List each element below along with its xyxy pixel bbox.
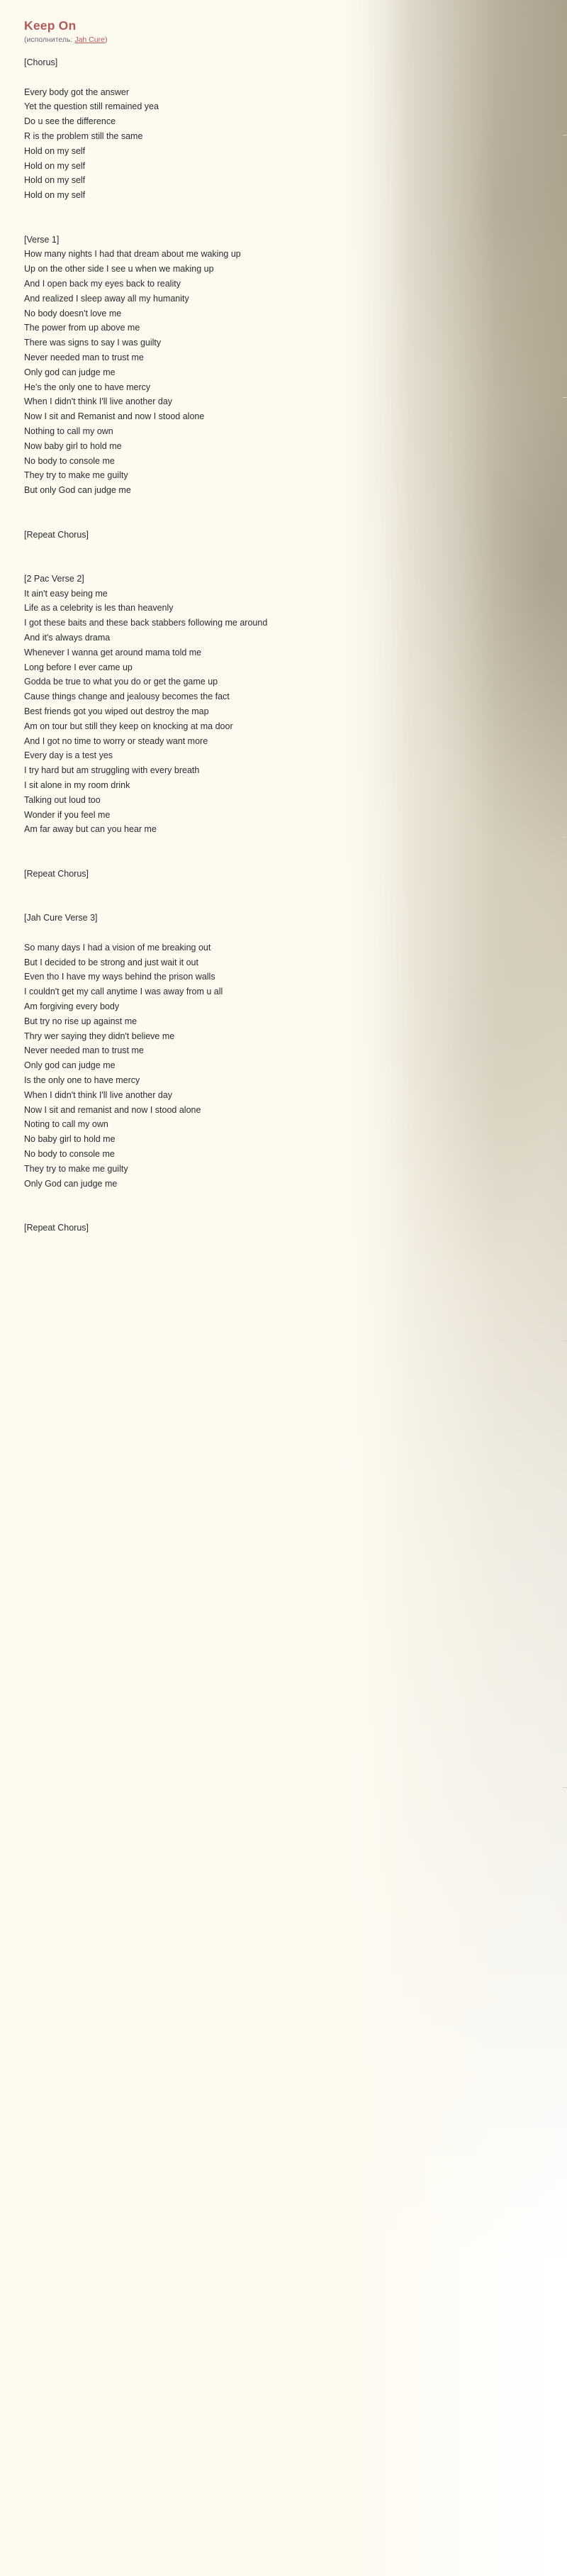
lyric-line: But I decided to be strong and just wait it out	[24, 957, 198, 967]
lyric-spacer	[24, 218, 546, 233]
lyric-line: Thry wer saying they didn't believe me	[24, 1031, 175, 1041]
lyric-line: Talking out loud too	[24, 794, 101, 805]
artist-line	[24, 35, 546, 44]
lyric-line: Cause things change and jealousy becomes the fact	[24, 692, 230, 702]
lyric-line: Hold on my self	[24, 175, 86, 186]
edge-marker	[563, 397, 567, 398]
lyric-line: I got these baits and these back stabbers following me around	[24, 618, 268, 628]
lyric-line: Now baby girl to hold me	[24, 440, 122, 451]
lyric-line: I try hard but am struggling with every breath	[24, 765, 200, 776]
lyric-line: Nothing to call my own	[24, 426, 113, 436]
lyric-line: Best friends got you wiped out destroy the map	[24, 706, 209, 717]
lyric-section-heading: [Jah Cure Verse 3]	[24, 913, 98, 923]
lyric-line: R is the problem still the same	[24, 131, 143, 141]
lyric-spacer	[24, 852, 546, 867]
lyric-line: Long before I ever came up	[24, 662, 133, 672]
lyric-line: And it's always drama	[24, 633, 111, 643]
lyric-line: Yet the question still remained yea	[24, 101, 159, 112]
edge-marker	[563, 1787, 567, 1788]
lyric-line: They try to make me guilty	[24, 1163, 128, 1174]
lyric-line: When I didn't think I'll live another day	[24, 1089, 173, 1100]
lyric-line: I couldn't get my call anytime I was away from u all	[24, 987, 223, 997]
lyrics-content	[24, 18, 546, 1236]
lyric-line: No body to console me	[24, 1148, 115, 1159]
lyric-line: Only God can judge me	[24, 1178, 118, 1189]
lyric-line: So many days I had a vision of me breaking out	[24, 942, 211, 953]
lyric-spacer	[24, 557, 546, 572]
lyric-line: They try to make me guilty	[24, 470, 128, 481]
lyric-line: Noting to call my own	[24, 1119, 108, 1130]
lyric-spacer	[24, 1206, 546, 1221]
lyric-line: Life as a celebrity is les than heavenly	[24, 603, 174, 614]
lyric-line: I sit alone in my room drink	[24, 780, 130, 791]
artist-link[interactable]: Jah Cure	[74, 35, 105, 44]
lyric-line: There was signs to say I was guilty	[24, 338, 162, 348]
lyric-spacer	[24, 542, 546, 557]
lyric-spacer	[24, 882, 546, 896]
lyric-line: No body to console me	[24, 455, 115, 466]
lyric-line: Even tho I have my ways behind the prison walls	[24, 972, 215, 982]
lyric-spacer	[24, 70, 546, 85]
lyrics-body	[24, 55, 546, 1236]
lyric-line: It ain't easy being me	[24, 588, 108, 599]
lyric-line: No body doesn't love me	[24, 308, 122, 318]
lyric-line: Now I sit and remanist and now I stood alone	[24, 1104, 201, 1115]
lyric-line: But only God can judge me	[24, 485, 131, 496]
lyric-section-heading: [2 Pac Verse 2]	[24, 573, 84, 584]
lyric-line: Am forgiving every body	[24, 1001, 120, 1011]
lyric-line: And I open back my eyes back to reality	[24, 278, 181, 289]
lyric-section-heading: [Verse 1]	[24, 234, 60, 245]
lyric-line: The power from up above me	[24, 323, 140, 333]
lyric-line: Godda be true to what you do or get the game up	[24, 677, 218, 687]
lyric-line: Every day is a test yes	[24, 750, 113, 761]
lyric-spacer	[24, 837, 546, 852]
lyric-line: Hold on my self	[24, 160, 86, 171]
edge-marker	[563, 1340, 567, 1341]
lyric-line: And realized I sleep away all my humanity	[24, 293, 189, 304]
lyric-spacer	[24, 498, 546, 513]
lyric-section-heading: [Chorus]	[24, 57, 58, 67]
lyric-line: And I got no time to worry or steady want more	[24, 735, 208, 746]
lyric-line: How many nights I had that dream about me waking up	[24, 249, 241, 260]
lyric-line: Every body got the answer	[24, 87, 129, 97]
lyric-spacer	[24, 1191, 546, 1206]
song-title: Keep On	[24, 18, 77, 33]
lyric-spacer	[24, 513, 546, 528]
lyric-spacer	[24, 896, 546, 911]
lyric-line: Am on tour but still they keep on knocking at ma door	[24, 721, 233, 731]
lyric-line: Hold on my self	[24, 145, 86, 156]
lyric-line: When I didn't think I'll live another day	[24, 396, 173, 407]
lyric-spacer	[24, 203, 546, 218]
lyric-line: Up on the other side I see u when we making up	[24, 264, 214, 274]
lyric-line: Wonder if you feel me	[24, 809, 111, 820]
lyric-line: Never needed man to trust me	[24, 1045, 144, 1056]
edge-marker	[563, 837, 567, 838]
lyric-line: Is the only one to have mercy	[24, 1075, 140, 1085]
lyric-line: He's the only one to have mercy	[24, 382, 151, 392]
lyric-line: Do u see the difference	[24, 116, 116, 127]
lyric-section-heading: [Repeat Chorus]	[24, 868, 89, 879]
lyric-line: Now I sit and Remanist and now I stood alone	[24, 411, 205, 422]
lyric-line: Only god can judge me	[24, 367, 116, 377]
lyric-section-heading: [Repeat Chorus]	[24, 529, 89, 540]
lyric-section-heading: [Repeat Chorus]	[24, 1222, 89, 1233]
lyric-line: But try no rise up against me	[24, 1016, 137, 1026]
lyric-line: Whenever I wanna get around mama told me	[24, 647, 202, 657]
artist-suffix-label: )	[104, 35, 108, 44]
lyric-line: Never needed man to trust me	[24, 352, 144, 362]
lyric-line: No baby girl to hold me	[24, 1134, 116, 1145]
lyric-line: Hold on my self	[24, 190, 86, 201]
lyric-spacer	[24, 926, 546, 940]
lyric-line: Only god can judge me	[24, 1060, 116, 1071]
artist-prefix-label: (исполнитель:	[24, 35, 73, 44]
lyric-line: Am far away but can you hear me	[24, 824, 157, 835]
